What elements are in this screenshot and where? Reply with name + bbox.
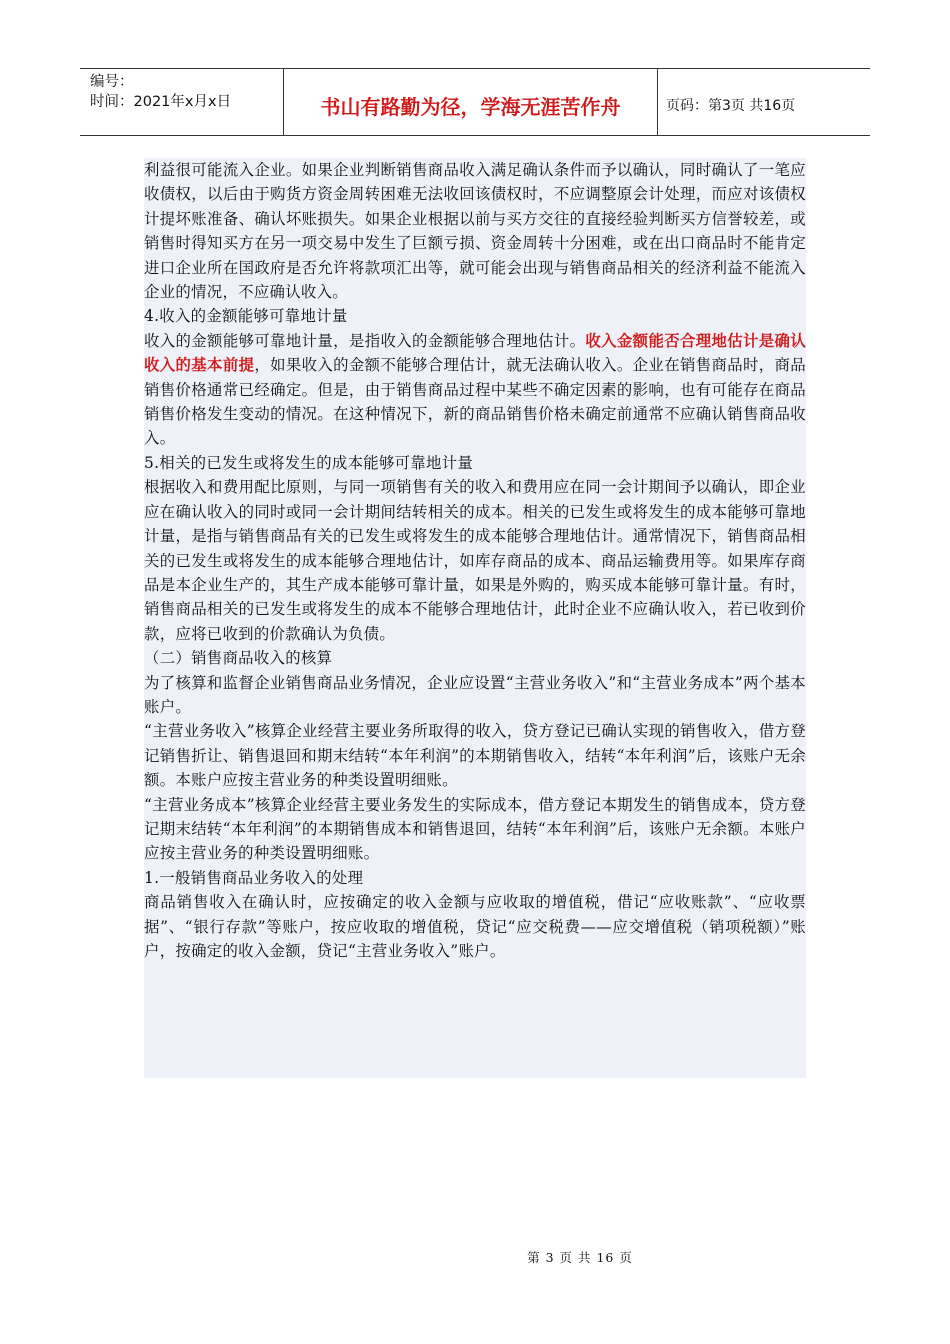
section-heading: （二）销售商品收入的核算 xyxy=(144,649,333,668)
paragraph: 根据收入和费用配比原则，与同一项销售有关的收入和费用应在同一会计期间予以确认，即企业应在确认收入的同时或同一会计期间结转相关的成本。相关的已发生或将发生的成本能够可靠地计量，是指与销售商品有关的已发生或将发生的成本能够合理地估计。通常情况下，销售商品相关的已发生或将发生的成本能够合理地估计，如库存商品的成本、商品运输费用等。如果库存商品是本企业生产的，其生产成本能够可靠计量，如果是外购的，购买成本能够可靠计量。有时，销售商品相关的已发生或将发生的成本不能够合理地估计，此时企业不应确认收入，若已收到价款，应将已收到的价款确认为负债。 xyxy=(144,478,806,643)
paragraph-text: ，如果收入的金额不能够合理估计，就无法确认收入。企业在销售商品时，商品销售价格通常已经确定。但是，由于销售商品过程中某些不确定因素的影响，也有可能存在商品销售价格发生变动的情况。在这种情况下，新的商品销售价格未确定前通常不应确认销售商品收入。 xyxy=(144,356,806,448)
paragraph: 商品销售收入在确认时，应按确定的收入金额与应收取的增值税，借记“应收账款”、“应收票据”、“银行存款”等账户，按应收取的增值税，贷记“应交税费——应交增值税（销项税额）”账户，按确定的收入金额，贷记“主营业务收入”账户。 xyxy=(144,893,806,960)
header-page-number: 页码：第3页 共16页 xyxy=(666,98,796,114)
paragraph: “主营业务成本”核算企业经营主要业务发生的实际成本，借方登记本期发生的销售成本，贷方登记期末结转“本年利润”的本期销售成本和销售退回，结转“本年利润”后，该账户无余额。本账户应按主营业务的种类设置明细账。 xyxy=(144,795,806,863)
paragraph xyxy=(144,329,806,451)
paragraph: “主营业务收入”核算企业经营主要业务所取得的收入，贷方登记已确认实现的销售收入，借方登记销售折让、销售退回和期末结转“本年利润”的本期销售收入，结转“本年利润”后，该账户无余额。本账户应按主营业务的种类设置明细账。 xyxy=(144,722,806,790)
document-body xyxy=(144,158,806,1078)
footer-page-number: 第 3 页 共 16 页 xyxy=(527,1250,633,1265)
paragraph: 为了核算和监督企业销售商品业务情况，企业应设置“主营业务收入”和“主营业务成本”两个基本账户。 xyxy=(144,673,806,716)
header-meta xyxy=(80,69,284,135)
highlighted-text: 收入金额能否合理地估计是确认收入的基本前提 xyxy=(144,331,807,375)
page-header xyxy=(80,68,870,136)
section-heading: 1.一般销售商品业务收入的处理 xyxy=(144,868,364,887)
paragraph-text: 收入的金额能够可靠地计量，是指收入的金额能够合理地估计。 xyxy=(144,331,586,350)
document-date-label: 时间：2021年x月x日 xyxy=(90,94,232,110)
paragraph: 利益很可能流入企业。如果企业判断销售商品收入满足确认条件而予以确认，同时确认了一笔应收债权，以后由于购货方资金周转困难无法收回该债权时，不应调整原会计处理，而应对该债权计提坏账准备、确认坏账损失。如果企业根据以前与买方交往的直接经验判断买方信誉较差，或销售时得知买方在另一项交易中发生了巨额亏损、资金周转十分困难，或在出口商品时不能肯定进口企业所在国政府是否允许将款项汇出等，就可能会出现与销售商品相关的经济利益不能流入企业的情况，不应确认收入。 xyxy=(144,161,806,302)
section-heading: 5.相关的已发生或将发生的成本能够可靠地计量 xyxy=(144,453,474,472)
section-heading: 4.收入的金额能够可靠地计量 xyxy=(144,307,348,326)
header-motto: 书山有路勤为径，学海无涯苦作舟 xyxy=(284,69,658,135)
document-number-label: 编号： xyxy=(90,74,134,90)
page-footer xyxy=(0,1248,950,1266)
